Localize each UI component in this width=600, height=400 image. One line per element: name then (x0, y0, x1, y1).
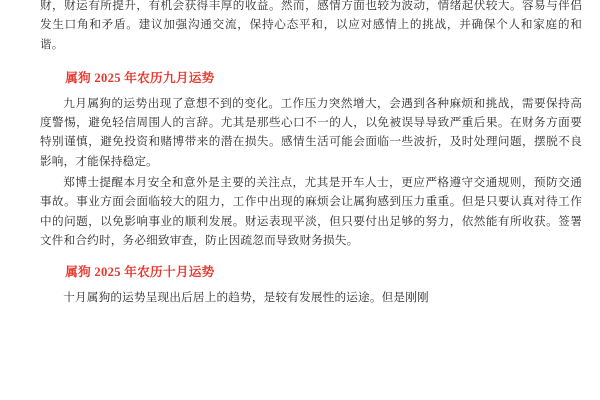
paragraph-intro-continued: 财，财运有所提升，有机会获得丰厚的收益。然而，感情方面也较为波动，情绪起伏较大。容易与伴侣发生口角和矛盾。建议加强沟通交流，保持心态平和，以应对感情上的挑战，并确保个人和家庭的和谐。 (40, 0, 582, 51)
page-accent-bar (0, 0, 6, 400)
heading-month-ten: 属狗 2025 年农历十月运势 (65, 265, 215, 280)
heading-month-nine: 属狗 2025 年农历九月运势 (65, 70, 215, 85)
paragraph-month-ten-overview: 十月属狗的运势呈现出后居上的趋势，是较有发展性的运途。但是刚刚 (63, 291, 429, 305)
paragraph-month-nine-detail: 郑博士提醒本月安全和意外是主要的关注点，尤其是开车人士，更应严格遵守交通规则，预防交通事故。事业方面会面临较大的阻力，工作中出现的麻烦会让属狗感到压力重重。但是只要认真对待工作中的问题，以免影响事业的顺利发展。财运表现平淡，但只要付出足够的努力，依然能有所收获。签署文件和合约时，务必细致审查，防止因疏忽而导致财务损失。 (40, 176, 582, 247)
paragraph-month-nine-overview: 九月属狗的运势出现了意想不到的变化。工作压力突然增大，会遇到各种麻烦和挑战，需要保持高度警惕，避免轻信周围人的言辞。尤其是那些心口不一的人，以免被误导导致严重后果。在财务方面要特别谨慎，避免投资和赌博带来的潜在损失。感情生活可能会面临一些波折，及时处理问题，摆脱不良影响，才能保持稳定。 (40, 96, 582, 168)
